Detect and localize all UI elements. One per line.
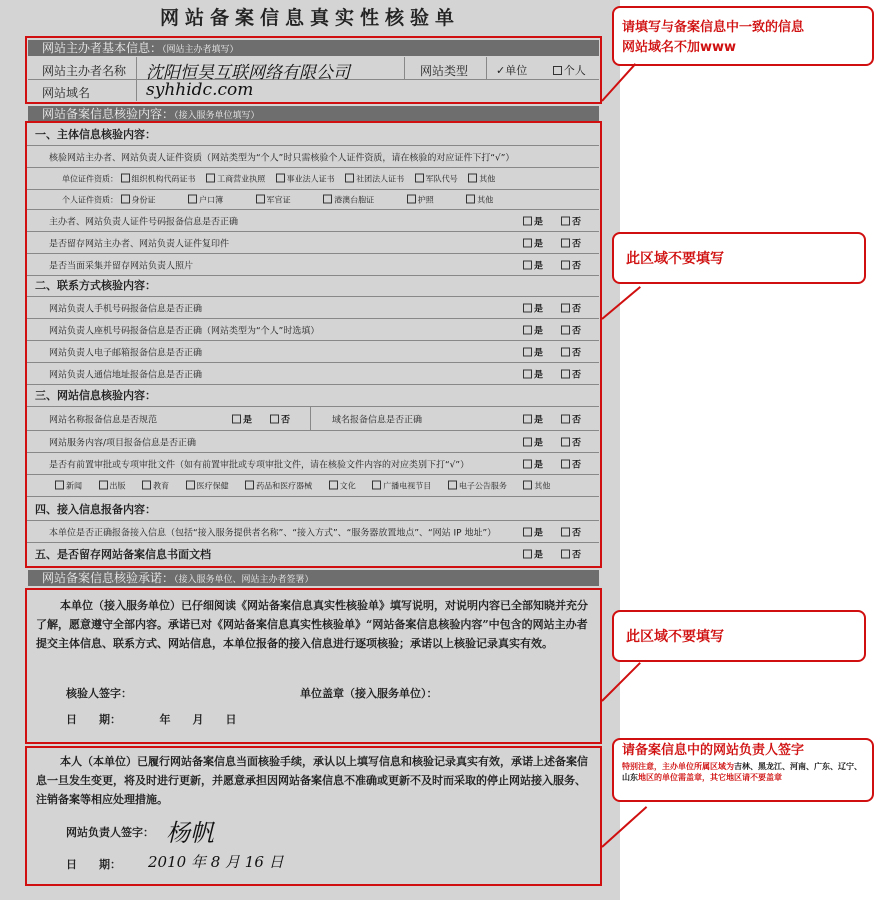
check-row: [27, 407, 599, 431]
grid-line: [404, 57, 405, 79]
no-label: 否: [571, 438, 581, 448]
checkbox-icon[interactable]: [270, 414, 279, 423]
commit-header: [28, 570, 599, 586]
doc-option: 工商营业执照: [217, 174, 266, 183]
checkbox-icon[interactable]: [523, 303, 532, 312]
no-label: 否: [571, 415, 581, 425]
sec1-title: 一、主体信息核验内容：: [27, 126, 599, 146]
checkbox-icon[interactable]: [186, 480, 195, 489]
no-label: 否: [571, 261, 581, 271]
checkbox-icon[interactable]: [142, 480, 151, 489]
basic-info-header: [28, 40, 599, 56]
callout-text: 此区域不要填写: [626, 251, 724, 267]
grid-line: [136, 57, 137, 101]
checkbox-icon[interactable]: [561, 260, 570, 269]
checkbox-icon[interactable]: [276, 173, 285, 182]
commit-header-text: 网站备案信息核验承诺：: [42, 571, 175, 585]
verify-header-text: 网站备案信息核验内容：: [42, 107, 175, 121]
no-label: 否: [571, 304, 581, 314]
owner-sign-label: 网站负责人签字：: [66, 826, 154, 839]
sec1-question: [27, 146, 599, 168]
callout-text: 网站域名不加www: [622, 40, 737, 55]
checkbox-icon[interactable]: [523, 216, 532, 225]
yes-label: 是: [533, 326, 543, 336]
no-label: 否: [571, 460, 581, 470]
verifier-sign-label: 核验人签字：: [66, 687, 132, 700]
category-option: 电子公告服务: [458, 481, 507, 490]
checkbox-icon[interactable]: [245, 480, 254, 489]
check-row: [27, 363, 599, 385]
checkbox-icon[interactable]: [523, 437, 532, 446]
category-option: 医疗保健: [196, 481, 229, 490]
owner-signature[interactable]: 杨帆: [166, 819, 214, 847]
checkbox-icon[interactable]: [523, 369, 532, 378]
doc-option: 事业法人证书: [286, 174, 335, 183]
checkbox-icon[interactable]: [561, 527, 570, 536]
checkbox-icon[interactable]: [523, 238, 532, 247]
check-row-label: 网站负责人座机号码报备信息是否正确（网站类型为“个人”时选填）: [49, 326, 320, 336]
callout-note: [622, 761, 864, 783]
callout-do-not-fill-2: [612, 610, 866, 662]
yes-label: 是: [533, 217, 543, 227]
yes-label: 是: [533, 304, 543, 314]
verify-header: [28, 106, 599, 122]
checkmark-icon: ✓: [496, 64, 506, 77]
doc-option: 军队代号: [425, 174, 458, 183]
type-unit-option: 单位: [505, 64, 528, 77]
yes-label: 是: [533, 550, 543, 561]
no-label: 否: [571, 326, 581, 336]
doc-option: 军官证: [266, 195, 291, 204]
no-label: 否: [571, 370, 581, 380]
checkbox-icon[interactable]: [448, 480, 457, 489]
checkbox-icon[interactable]: [561, 238, 570, 247]
person-docs-row: [27, 190, 599, 210]
checkbox-icon[interactable]: [466, 194, 475, 203]
checkbox-icon[interactable]: [407, 194, 416, 203]
check-row: [27, 254, 599, 276]
check-row: [27, 232, 599, 254]
doc-option: 港澳台胞证: [334, 195, 375, 204]
doc-option: 其他: [477, 195, 494, 204]
type-personal-option: 个人: [563, 64, 586, 77]
sec3-title: 三、网站信息核验内容：: [27, 387, 599, 407]
checkbox-icon[interactable]: [523, 459, 532, 468]
yes-label: 是: [533, 528, 543, 538]
check-row: [27, 210, 599, 232]
doc-option: 护照: [417, 195, 434, 204]
checkbox-icon[interactable]: [121, 194, 130, 203]
checkbox-icon[interactable]: [523, 260, 532, 269]
yes-label: 是: [243, 415, 253, 425]
checkbox-icon[interactable]: [523, 414, 532, 423]
checkbox-icon[interactable]: [256, 194, 265, 203]
sec5-title: 五、是否留存网站备案信息书面文档: [35, 548, 211, 561]
doc-option: 组织机构代码证书: [131, 174, 196, 183]
callout-text: 请填写与备案信息中一致的信息: [622, 20, 805, 35]
yes-label: 是: [533, 261, 543, 271]
callout-do-not-fill-1: [612, 232, 866, 284]
category-option: 教育: [153, 481, 170, 490]
sec2-title: 二、联系方式核验内容：: [27, 277, 599, 297]
checkbox-icon[interactable]: [561, 459, 570, 468]
category-option: 其他: [534, 481, 551, 490]
check-row-label: 网站负责人电子邮箱报备信息是否正确: [49, 348, 203, 358]
check-row-label: 网站服务内容/项目报备信息是否正确: [49, 438, 197, 448]
person-docs-label: 个人证件资质：: [62, 195, 118, 204]
check-row-label: 网站名称报备信息是否规范: [49, 415, 158, 425]
check-row-label: 本单位是否正确报备接入信息（包括“接入服务提供者名称”、“接入方式”、“服务器放置地点”、“网站 IP 地址”）: [49, 528, 497, 538]
checkbox-icon[interactable]: [523, 347, 532, 356]
checkbox-icon[interactable]: [323, 194, 332, 203]
sec1-question-text: 核验网站主办者、网站负责人证件资质（网站类型为“个人”时只需核验个人证件资质，请在核验的对应证件下打“√”）: [49, 153, 515, 163]
checkbox-icon[interactable]: [55, 480, 64, 489]
category-option: 药品和医疗器械: [256, 481, 313, 490]
check-row: [27, 341, 599, 363]
check-row: [27, 431, 599, 453]
callout-fill-basic-info: [612, 6, 874, 66]
check-row-label: 是否留存网站主办者、网站负责人证件复印件: [49, 239, 230, 249]
callout-note-regions: 吉林、黑龙江、河南、广东、辽宁、山东: [622, 762, 862, 782]
checkbox-icon[interactable]: [561, 325, 570, 334]
checkbox-icon: [553, 66, 562, 75]
checkbox-icon[interactable]: [415, 173, 424, 182]
basic-info-header-text: 网站主办者基本信息：: [42, 41, 163, 55]
checkbox-icon[interactable]: [523, 325, 532, 334]
owner-date-label: 日 期：: [66, 858, 121, 871]
checkbox-icon[interactable]: [99, 480, 108, 489]
sec4-title: 四、接入信息报备内容：: [27, 501, 599, 521]
owner-pledge-paragraph: 本人（本单位）已履行网站备案信息当面核验手续，承认以上填写信息和核验记录真实有效，承诺上述备案信息一旦发生变更，将及时进行更新，并愿意承担因网站备案信息不准确或更新不及时而采取的停止网站接入服务、注销备案等相应处理措施。: [36, 755, 588, 806]
owner-name-label: 网站主办者名称: [42, 64, 127, 78]
no-label: 否: [571, 239, 581, 249]
checkbox-icon[interactable]: [206, 173, 215, 182]
unit-seal-label: 单位盖章（接入服务单位）：: [300, 687, 438, 700]
commit-date-line: 日 期： 年 月 日: [66, 713, 237, 726]
check-row-label: 是否有前置审批或专项审批文件（如有前置审批或专项审批文件，请在核验文件内容的对应类别下打“√”）: [49, 460, 470, 470]
check-row-label: 主办者、网站负责人证件号码报备信息是否正确: [49, 217, 239, 227]
check-row-label: 网站负责人手机号码报备信息是否正确: [49, 304, 203, 314]
doc-option: 身份证: [131, 195, 156, 204]
checkbox-icon[interactable]: [561, 347, 570, 356]
callout-note-c: 地区的单位需盖章，其它地区请不要盖章: [638, 773, 782, 782]
checkbox-icon[interactable]: [561, 437, 570, 446]
yes-label: 是: [533, 348, 543, 358]
checkbox-icon[interactable]: [523, 480, 532, 489]
checkbox-icon[interactable]: [372, 480, 381, 489]
callout-note-a: 特别注意，主办单位所属区域为: [622, 762, 734, 771]
grid-line: [486, 57, 487, 79]
grid-line: [310, 407, 311, 431]
no-label: 否: [571, 550, 581, 561]
no-label: 否: [281, 415, 291, 425]
checkbox-icon[interactable]: [561, 216, 570, 225]
unit-docs-row: [27, 168, 599, 190]
check-row: [27, 453, 599, 475]
yes-label: 是: [533, 438, 543, 448]
basic-info-note: （网站主办者填写）: [162, 45, 239, 55]
category-option: 出版: [109, 481, 126, 490]
callout-text: 请备案信息中的网站负责人签字: [622, 743, 805, 758]
sec5-row: [27, 543, 599, 565]
owner-name-value[interactable]: 沈阳恒昊互联网络有限公司: [146, 63, 350, 83]
site-type-label: 网站类型: [420, 64, 469, 78]
yes-label: 是: [533, 370, 543, 380]
doc-option: 社团法人证书: [356, 174, 405, 183]
verify-header-note: （接入服务单位填写）: [174, 111, 260, 121]
check-row: [27, 521, 599, 543]
checkbox-icon[interactable]: [468, 173, 477, 182]
yes-label: 是: [533, 460, 543, 470]
yes-label: 是: [533, 239, 543, 249]
checkbox-icon[interactable]: [121, 173, 130, 182]
checkbox-icon[interactable]: [188, 194, 197, 203]
check-row: [27, 297, 599, 319]
yes-label: 是: [533, 415, 543, 425]
checkbox-icon[interactable]: [345, 173, 354, 182]
category-option: 文化: [339, 481, 356, 490]
callout-text: 此区域不要填写: [626, 629, 724, 645]
checkbox-icon[interactable]: [523, 550, 532, 559]
no-label: 否: [571, 348, 581, 358]
no-label: 否: [571, 217, 581, 227]
category-option: 广播电视节目: [383, 481, 432, 490]
check-row: [27, 319, 599, 341]
form-title: 网站备案信息真实性核验单: [159, 7, 460, 29]
approval-categories-row: [27, 475, 599, 497]
site-type-options[interactable]: [496, 62, 586, 78]
checkbox-icon[interactable]: [561, 414, 570, 423]
commit-header-note: （接入服务单位、网站主办者签署）: [174, 575, 314, 585]
unit-docs-label: 单位证件资质：: [62, 174, 118, 183]
commit-paragraph: 本单位（接入服务单位）已仔细阅读《网站备案信息真实性核验单》填写说明，对说明内容已全部知晓并充分了解，愿意遵守全部内容。承诺已对《网站备案信息真实性核验单》“网站备案信息核验内容”中包含的网站主办者提交主体信息、联系方式、网站信息，本单位报备的接入信息进行逐项核验；承诺以上核验记录真实有效。: [36, 599, 588, 650]
domain-value[interactable]: syhhidc.com: [146, 80, 254, 100]
check-row-label: 网站负责人通信地址报备信息是否正确: [49, 370, 203, 380]
checkbox-icon[interactable]: [232, 414, 241, 423]
checkbox-icon[interactable]: [561, 550, 570, 559]
category-option: 新闻: [66, 481, 82, 490]
checkbox-icon[interactable]: [329, 480, 338, 489]
domain-label: 网站域名: [42, 86, 91, 100]
no-label: 否: [571, 528, 581, 538]
doc-option: 户口簿: [199, 195, 224, 204]
callout-owner-sign: [612, 738, 874, 802]
owner-date-value[interactable]: 2010 年 8 月 16 日: [148, 853, 284, 871]
checkbox-icon[interactable]: [561, 369, 570, 378]
checkbox-icon[interactable]: [523, 527, 532, 536]
doc-option: 其他: [479, 174, 496, 183]
check-row-label: 是否当面采集并留存网站负责人照片: [49, 261, 194, 271]
checkbox-icon[interactable]: [561, 303, 570, 312]
check-row-label: 域名报备信息是否正确: [332, 415, 423, 425]
